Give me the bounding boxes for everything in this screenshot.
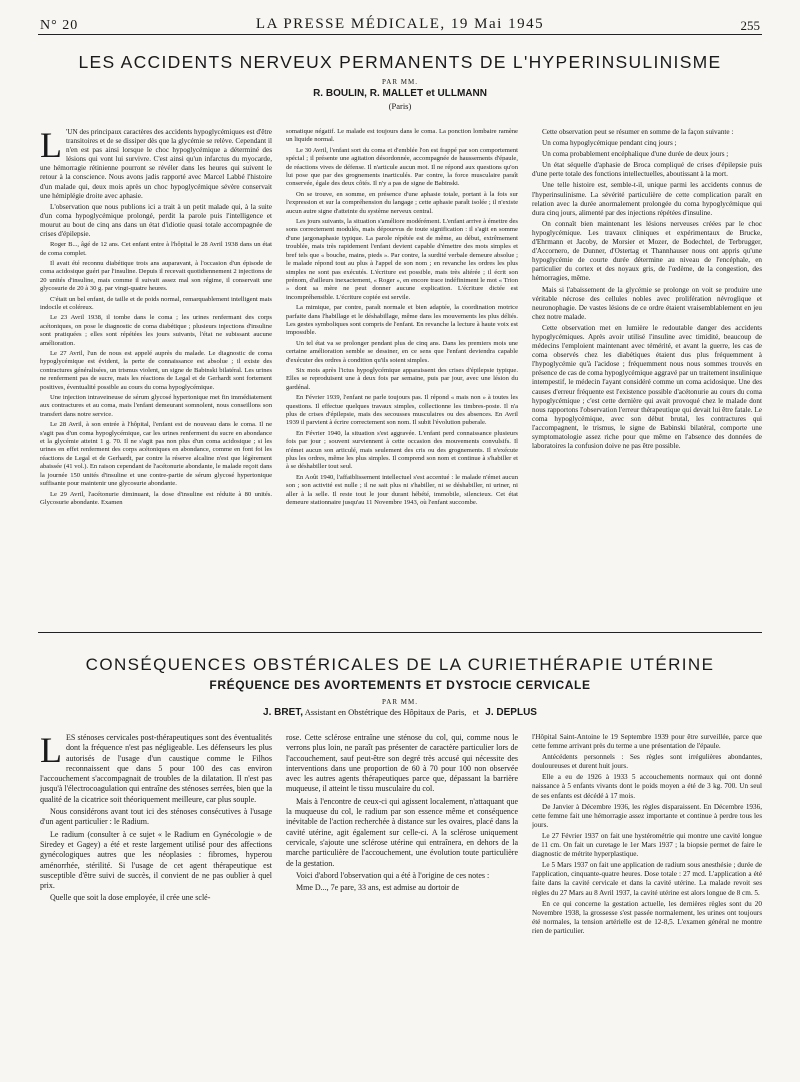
article1-col1-para: Le 28 Avril, à son entrée à l'hôpital, l'enfant est de nouveau dans le coma. Il ne s'agit pas d'un coma hypoglycémique, car les urines renferment du sucre en abondance et la glycémie atteint 1 g. 70. Il ne s'agit pas non plus d'un coma acidosique ; si les urines en effet renferment des corps acétoniques en abondance, comme en font foi les réactions de Legal et de Gerhardt, par contre la réserve alcaline n'est que légèrement abaissée (41 vol.). En raison cependant de l'acétonurie abondante, le malade reçoit dans la journée 150 unités d'insuline et une contre-partie de sérum glycosé hypertonique suffisante pour maintenir une glycosurie abondante. bbox=[40, 421, 272, 488]
article2-et: et bbox=[472, 707, 479, 717]
issue-number: N° 20 bbox=[40, 18, 79, 33]
article2-col3-para: De Janvier à Décembre 1936, les règles disparaissent. En Décembre 1936, cette femme fait une hémorragie assez importante et continue à perdre tous les jours. bbox=[532, 802, 762, 829]
article2-col3-para: En ce qui concerne la gestation actuelle, les dernières règles sont du 20 Novembre 1938, la grossesse s'est passée normalement, les urines ont toujours été normales, la tension artérielle est de 12-8,5. L'examen général ne montre rien de particulier. bbox=[532, 899, 762, 935]
article1-place: (Paris) bbox=[388, 101, 412, 111]
article1-authors: R. BOULIN, R. MALLET et ULLMANN bbox=[313, 88, 487, 99]
article1-col1-para: Il avait été reconnu diabétique trois ans auparavant, à l'occasion d'un épisode de coma acidosique guéri par l'insuline. Depuis il recevait quotidiennement 2 injections de 20 unités d'insuline, mais comme il suivait assez mal son régime, il conservait une glycosurie de 20 à 30 g. par vingt-quatre heures. bbox=[40, 259, 272, 293]
article2-authors bbox=[0, 707, 800, 718]
article1-col2-para: La mimique, par contre, paraît normale et bien adaptée, la coordination motrice parfaite dans l'habillage et le déshabillage, même dans les mouvements les plus déliés. Les gestes symboliques sont compris de l'enfant. En revanche la lecture à haute voix est impossible. bbox=[286, 304, 518, 337]
article1-col2-para: En Février 1939, l'enfant ne parle toujours pas. Il répond « mais non » à toutes les questions. Il effectue quelques travaux simples, collectionne les timbres-poste. Il n'a plus de crises d'épilepsie, mais des secousses musculaires ou des absences. En Avril 1939 il parvient à écrire correctement son nom. Il subit l'évolution puberale. bbox=[286, 394, 518, 427]
article1-col3-para: On connaît bien maintenant les lésions nerveuses créées par le choc hypoglycémique. Les travaux cliniques et expérimentaux de Brucke, d'Ehrmann et Jacoby, de Morsier et Mozer, de Bodechtel, de Terbrugger, d'Accornero, de Dunner, d'Ostertag et Thannhauser nous ont appris qu'une hypoglycémie de courte durée détermine au niveau de l'encéphale, en particulier du cortex et des noyaux gris, de l'œdème, de la congestion, des hémorragies, même. bbox=[532, 219, 762, 283]
article1-column-2 bbox=[286, 128, 518, 626]
article1-column-1 bbox=[40, 128, 272, 626]
article1-par: PAR MM. bbox=[382, 78, 418, 86]
article1-col1-para: C'était un bel enfant, de taille et de poids normal, remarquablement intelligent mais indocile et coléreux. bbox=[40, 295, 272, 311]
article2-col3-para: Le 27 Février 1937 on fait une hystérométrie qui montre une cavité longue de 11 cm. On fait un curetage le 1er Mars 1937 ; la biopsie permet de faire le diagnostic de métrite hyperplastique. bbox=[532, 831, 762, 859]
page-number: 255 bbox=[740, 18, 760, 33]
article1-col3-para: Cette observation peut se résumer en somme de la façon suivante : bbox=[542, 128, 734, 136]
article1-col3-para: Un coma probablement encéphalique d'une durée de deux jours ; bbox=[542, 150, 729, 159]
header-rule bbox=[38, 34, 762, 35]
article1-col1-para: Le 23 Avril 1938, il tombe dans le coma ; les urines renfermant des corps acétoniques, on pose le diagnostic de coma diabétique ; plusieurs injections d'insuline sont pratiquées ; elles sont répétées les jours suivants, l'état ne subissant aucune amélioration. bbox=[40, 314, 272, 347]
article2-column-1 bbox=[40, 733, 272, 1069]
article2-title: CONSÉQUENCES OBSTÉRICALES DE LA CURIETHÉRAPIE UTÉRINE bbox=[85, 655, 715, 674]
article1-col1-para: Le 27 Avril, l'un de nous est appelé auprès du malade. Le diagnostic de coma hypoglycémique est évident, la perte de connaissance est absolue ; il existe des contractures généralisées, un trismus violent, un signe de Babinski bilatéral. Les urines ne renferment pas de sucre, mais les réactions de Legal et de Gerhardt sont fortement positives, éventualité possible au cours du coma hypoglycémique. bbox=[40, 350, 272, 391]
article2-dropcap: L bbox=[40, 733, 62, 770]
article1-col2-para: En Février 1940, la situation s'est aggravée. L'enfant perd connaissance plusieurs fois par jour ; souvent surviennent à cette occasion des mouvements convulsifs. Il n'émet aucun son articulé, mais seulement des cris ou des grognements. Il n'exécute plus les ordres, même les plus simples. Il comprend son nom et continue à s'habiller et à se déshabiller tout seul. bbox=[286, 429, 518, 471]
article1-col1-intro: 'UN des principaux caractères des accidents hypoglycémiques est d'être transitoires et de se dissiper dès que la glycémie se relève. Cependant il n'en est pas ainsi lorsque le choc hypoglycémique a déterminé des lésions qui vont lui survivre. C'est ainsi qu'un infarctus du myocarde, une hémorragie rétinienne pourront se révéler dans les heures qui suivent le retour à la conscience. Nous avons jadis rapporté avec Marcel Labbé l'histoire d'un malade qui, deux mois après un choc hypoglycémique sévère conservait une hémiplégie droite avec aphasie. bbox=[40, 128, 272, 200]
article2-col1-para: Nous considérons avant tout ici des sténoses consécutives à l'usage d'un agent particulier : le Radium. bbox=[40, 807, 272, 827]
article-divider bbox=[38, 632, 762, 633]
article1-col1-para: Une injection intraveineuse de sérum glycosé hypertonique met fin immédiatement aux contractures et au coma, mais l'enfant demeurant somnolent, nous conseillons son transfert dans notre service. bbox=[40, 394, 272, 418]
article2-col1-intro: ES sténoses cervicales post-thérapeutiques sont des éventualités dont la fréquence n'est pas négligeable. Les défenseurs les plus autorisés de l'usage d'un caustique comme le Filhos reconnaissent que dans 5 pour 100 des cas environ l'accouchement s'accompagnait de troubles de la dilatation. Il n'est pas jusqu'à l'électrocoagulation qui entraîne des sténoses serrées, bien que la qualité de la cicatrice soit théoriquement meilleure, car plus souple. bbox=[40, 733, 272, 804]
article1-col3-para: Une telle histoire est, semble-t-il, unique parmi les accidents connus de l'hyperinsulinisme. La sévérité particulière de cette complication paraît en relation avec la durée anormalement prolongée du coma hypoglycémique qui dura cinq jours, alimenté par des injections répétées d'insuline. bbox=[532, 181, 762, 217]
article1-dropcap: L bbox=[40, 128, 62, 165]
article1-col1-para: Le 29 Avril, l'acétonurie diminuant, la dose d'insuline est réduite à 80 unités. Glycosurie abondante. Examen bbox=[40, 490, 272, 506]
page-header bbox=[0, 8, 800, 32]
article1-col3-para: Un état séquelle d'aphasie de Broca compliqué de crises d'épilepsie puis d'une perte totale des fonctions intellectuelles, aboutissant à la mort. bbox=[532, 161, 762, 179]
article2-col3-para: Elle a eu de 1926 à 1933 5 accouchements normaux qui ont donné naissance à 5 enfants vivants dont le poids moyen a été de 3 kg. 700. Un seul de ses enfants est décédé à 17 mois. bbox=[532, 773, 762, 800]
article1-col3-para: Cette observation met en lumière le redoutable danger des accidents hypoglycémiques. Après avoir utilisé l'insuline avec timidité, beaucoup de médecins l'emploient maintenant avec témérité, et avant la guerre, les cas de coma observés chez les diabétiques étaient dus plus fréquemment à l'hypoglycémie qu'à l'acidose ; fréquemment nous nous sommes trouvés en présence de cas de coma hypoglycémique aggravé par un traitement insulinique intempestif, le médecin l'ayant considéré comme un coma acidosique. Une des causes d'erreur fréquente est l'existence possible d'acétonurie au cours du coma hypoglycémique ; c'est cette dernière qui avait provoqué chez le malade dont nous rapportons l'observation l'erreur thérapeutique qui devait lui être fatale. Le coma hypoglycémique, avec son début brutal, les contractures qui l'accompagnent, le trismus, le signe de Babinski bilatéral, comporte une symptomatologie assez riche pour que même en l'absence des données de laboratoires la confusion doive ne pas être possible. bbox=[532, 323, 762, 451]
article1-col2-para: Le 30 Avril, l'enfant sort du coma et d'emblée l'on est frappé par son comportement spécial ; il présente une agitation désordonnée, accompagnée de haussements d'épaule, de réactions vives de défense. Il n'articule aucun mot. Il ne répond aux questions qu'on lui pose que par des grognements inarticulés. Par contre, la force musculaire paraît conservée, égale des deux côtés. Il n'y a pas de signe de Babinski. bbox=[286, 146, 518, 188]
article2-col2-para: Mais à l'encontre de ceux-ci qui agissent localement, n'attaquant que la muqueuse du col, le radium par son essence même et conséquence inévitable de l'action recherchée à distance sur les ovaires, placé dans la cavité utérine, agit également sur celle-ci. A la sclérose uniquement cervicale, s'ajoute une sclérose utérine qui entraînera, en dehors de la marche particulière de l'accouchement, une évolution toute particulière de la gestation. bbox=[286, 796, 518, 868]
article1-col3-para: Mais si l'abaissement de la glycémie se prolonge on voit se produire une véritable nécrose des cellules nobles avec prolifération névroglique et neuronophagie. De vastes lésions de ce ordre étaient vraisemblablement en jeu chez notre malade. bbox=[532, 285, 762, 321]
article2-col2-para: rose. Cette sclérose entraîne une sténose du col, qui, comme nous le verrons plus loin, ne paraît pas présenter de caractère particulier lors de l'accouchement, sauf peut-être son degré très accusé qui nécessite des interventions dans une proportion de 60 à 70 pour 100 non observée avec les autres agents thérapeutiques parce que, dépassant la barrière muqueuse, il atteint le tissu musculaire du col. bbox=[286, 733, 518, 794]
article1-col2-para: somatique négatif. Le malade est toujours dans le coma. La ponction lombaire ramène un liquide normal. bbox=[286, 128, 518, 144]
article2-column-2 bbox=[286, 733, 518, 1069]
article1-col2-para: Six mois après l'ictus hypoglycémique apparaissent des crises d'épilepsie typique. Elles se reproduisent une à deux fois par semaine, puis par jour, avec une lésion du gardénal. bbox=[286, 366, 518, 391]
article1-col1-para: Roger B..., âgé de 12 ans. Cet enfant entre à l'hôpital le 28 Avril 1938 dans un état de coma complet. bbox=[40, 241, 272, 257]
article2-col2-para: Voici d'abord l'observation qui a été à l'origine de ces notes : bbox=[296, 870, 490, 880]
article1-col2-para: On se trouve, en somme, en présence d'une aphasie totale, portant à la fois sur l'expression et sur la compréhension du langage ; cette aphasie paraît isolée ; il n'existe aucun autre signe d'atteinte du système nerveux central. bbox=[286, 190, 518, 215]
article1-column-3 bbox=[532, 128, 762, 626]
article1-col3-para: Un coma hypoglycémique pendant cinq jours ; bbox=[542, 139, 677, 148]
article2-col1-para: Le radium (consulter à ce sujet « le Radium en Gynécologie » de Siredey et Gagey) a été et reste largement utilisé pour des affections gynécologiques autres que les néoplasies : fibromes, hyperou aménorrhée, stérilité. Si l'usage de cet agent thérapeutique est susceptible d'être suivi de succès, il convient de ne pas oublier à quel prix. bbox=[40, 829, 272, 891]
article2-author-1: J. BRET, bbox=[263, 707, 304, 718]
article2-col3-para: Le 5 Mars 1937 on fait une application de radium sous anesthésie ; durée de l'application, cinquante-quatre heures. Dose totale : 27 mcd. L'application a été faite dans la cavité cervicale et dans la cavité utérine. La malade revoit ses règles du 27 Mars au 8 Avril 1937, la cavité utérine est alors longue de 8 cm. 5. bbox=[532, 861, 762, 897]
article2-author-2: J. DEPLUS bbox=[485, 707, 537, 718]
article1-col2-para: Un tel état va se prolonger pendant plus de cinq ans. Dans les premiers mois une certaine amélioration semble se dessiner, en ce sens que l'enfant deviendra capable d'exécuter des ordres à condition qu'ils soient simples. bbox=[286, 339, 518, 364]
journal-title: LA PRESSE MÉDICALE, 19 Mai 1945 bbox=[255, 16, 545, 32]
article1-col1-para: L'observation que nous publions ici a trait à un petit malade qui, à la suite d'un coma hypoglycémique prolongé, perdit la parole puis l'intelligence et mourut au bout de cinq ans dans un état d'idiotie quasi totale accompagnée de crises d'épilepsie. bbox=[40, 202, 272, 239]
article2-col2-para: Mme D..., 7e pare, 33 ans, est admise au dortoir de bbox=[296, 883, 460, 893]
article2-column-3 bbox=[532, 733, 762, 1069]
article2-par: PAR MM. bbox=[382, 698, 418, 706]
article2-subtitle: FRÉQUENCE DES AVORTEMENTS ET DYSTOCIE CERVICALE bbox=[209, 678, 591, 692]
article2-col3-para: l'Hôpital Saint-Antoine le 19 Septembre 1939 pour être surveillée, parce que cette femme arrivant près du terme a une présentation de l'épaule. bbox=[532, 733, 762, 751]
article1-col2-para: Les jours suivants, la situation s'améliore modérément. L'enfant arrive à émettre des sons correctement modulés, mais dépourvus de toute signification : il s'agit en somme d'une jargonaphasie typique. La parole répétée est de même, au début, extrêmement troublée, mais très rapidement l'enfant devient capable d'émettre des mots simples et bref tels que « bouche, mains, pieds ». Par contre, la surdité verbale demeure absolue ; le malade répond tout au plus à l'appel de son nom ; en revanche les ordres les plus simples ne sont pas exécutés. L'écriture est possible, mais très altérée ; il écrit son prénom, d'ailleurs inexactement, « Roger », en encore trace indéfiniment le mot « Trion » dont sa mère ne peut donner aucune explication. L'écriture dictée est incompréhensible. L'écriture copiée est servile. bbox=[286, 218, 518, 301]
article2-col1-para: Quelle que soit la dose employée, il crée une sclé- bbox=[50, 893, 211, 903]
article2-col3-para: Antécédents personnels : Ses règles sont irrégulières abondantes, douloureuses et durent huit jours. bbox=[532, 753, 762, 771]
article1-title: LES ACCIDENTS NERVEUX PERMANENTS DE L'HYPERINSULINISME bbox=[78, 52, 722, 72]
article2-author-1-role: Assistant en Obstétrique des Hôpitaux de Paris, bbox=[304, 707, 467, 717]
article1-col2-para: En Août 1940, l'affaiblissement intellectuel s'est accentué : le malade n'émet aucun son ; son activité est nulle ; il ne sait plus ni s'habiller, ni se déshabiller, ni uriner, ni aller à la selle. Il reste tout le jour durant hébété, immobile, silencieux. Cet état demeure stationnaire jusqu'au 11 Novembre 1943, où l'enfant succombe. bbox=[286, 473, 518, 507]
